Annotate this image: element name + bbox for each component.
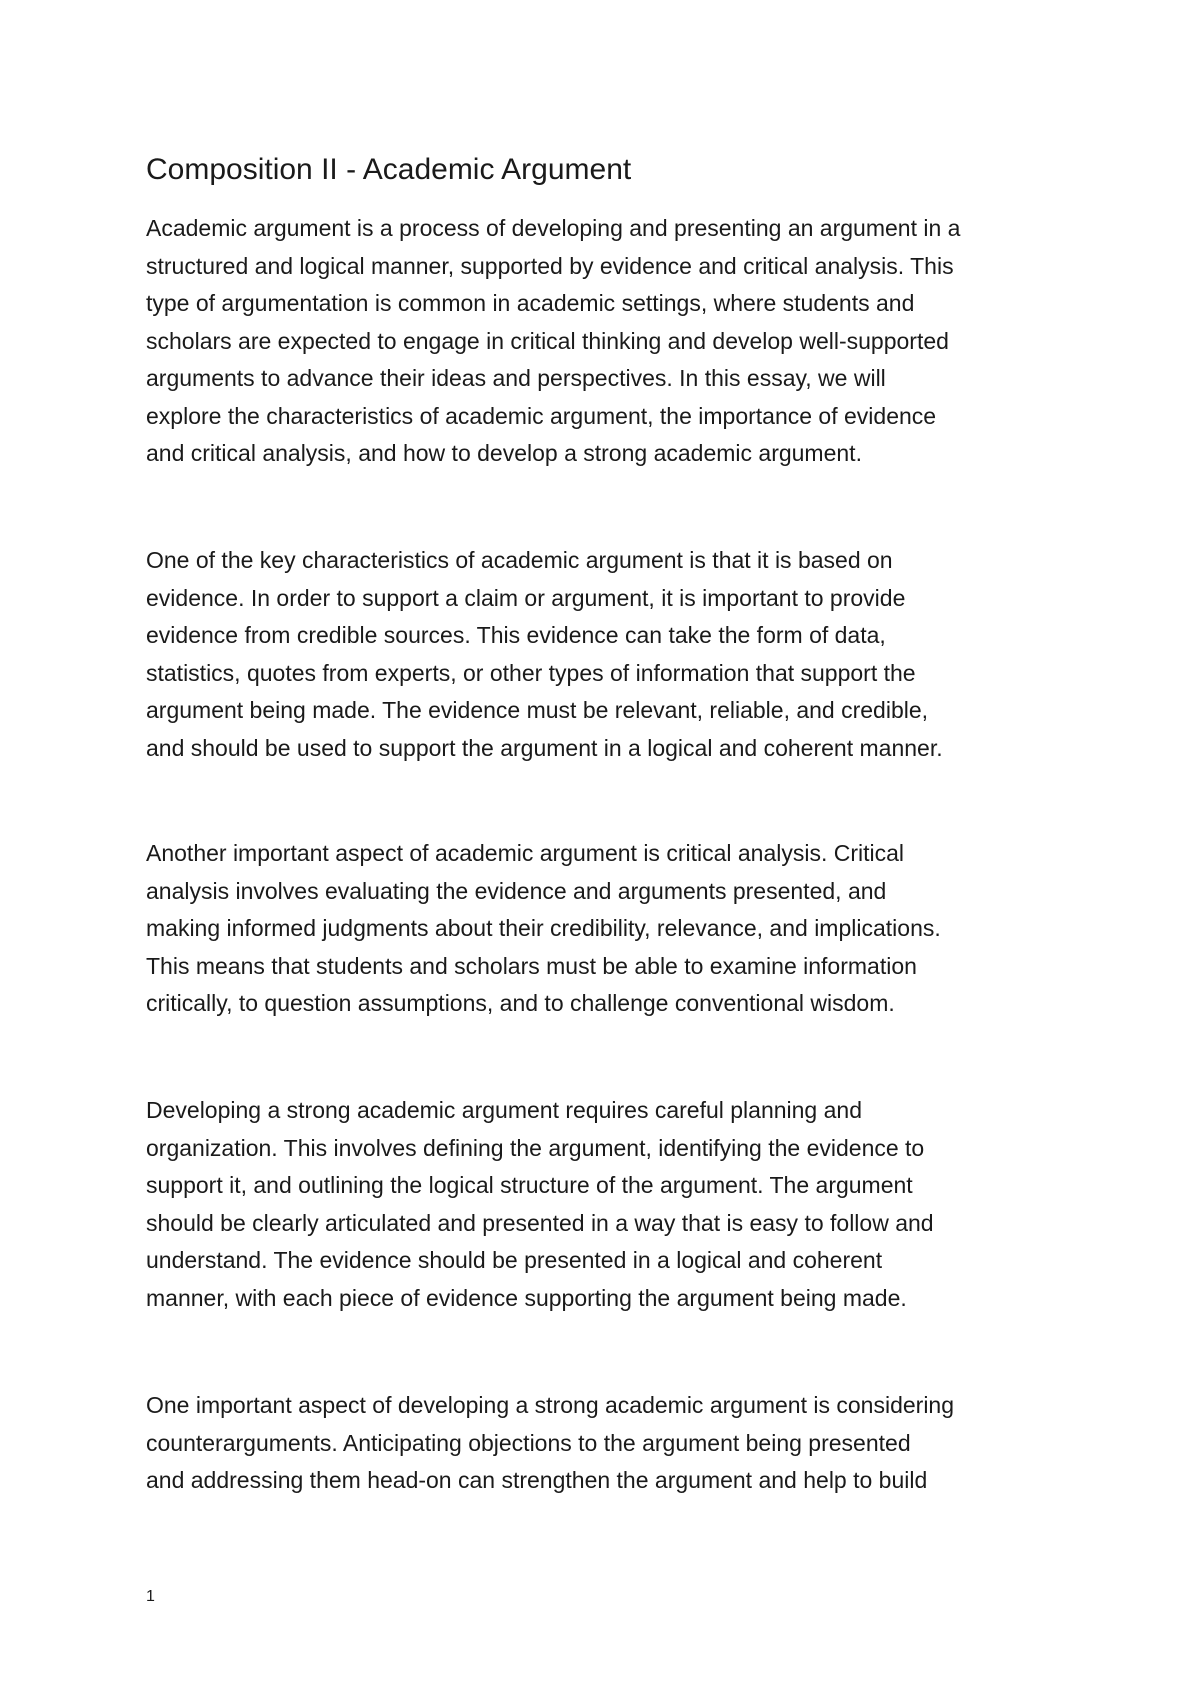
paragraph-3 [146, 835, 941, 1023]
text-line: evidence. In order to support a claim or argument, it is important to provide [146, 584, 906, 611]
paragraph-5 [146, 1387, 954, 1500]
text-line: argument being made. The evidence must be relevant, reliable, and credible, [146, 697, 929, 723]
text-line: scholars are expected to engage in critical thinking and develop well-supported [146, 327, 949, 354]
text-line: structured and logical manner, supported by evidence and critical analysis. This [146, 252, 954, 279]
text-line: and addressing them head-on can strengthen the argument and help to build [146, 1467, 928, 1493]
text-line: should be clearly articulated and presented in a way that is easy to follow and [146, 1209, 934, 1236]
text-line: and should be used to support the argument in a logical and coherent manner. [146, 734, 943, 761]
text-line: Academic argument is a process of developing and presenting an argument in a [146, 215, 961, 241]
text-line: organization. This involves defining the argument, identifying the evidence to [146, 1134, 925, 1161]
text-line: type of argumentation is common in academic settings, where students and [146, 290, 915, 316]
page-title: Composition II - Academic Argument [146, 153, 632, 186]
text-line: One of the key characteristics of academic argument is that it is based on [146, 547, 893, 573]
text-line: making informed judgments about their credibility, relevance, and implications. [146, 915, 941, 941]
paragraph-4 [146, 1092, 934, 1317]
text-line: critically, to question assumptions, and to challenge conventional wisdom. [146, 990, 895, 1016]
text-line: arguments to advance their ideas and perspectives. In this essay, we will [146, 365, 886, 391]
text-line: understand. The evidence should be presented in a logical and coherent [146, 1247, 883, 1273]
text-line: This means that students and scholars must be able to examine information [146, 952, 917, 979]
paragraph-2 [146, 542, 943, 767]
paragraph-1 [146, 210, 960, 473]
text-line: support it, and outlining the logical structure of the argument. The argument [146, 1172, 913, 1198]
text-line: and critical analysis, and how to develop a strong academic argument. [146, 440, 862, 466]
text-line: evidence from credible sources. This evidence can take the form of data, [146, 622, 886, 648]
text-line: One important aspect of developing a strong academic argument is considering [146, 1392, 955, 1418]
text-line: analysis involves evaluating the evidence and arguments presented, and [146, 877, 887, 904]
text-line: Developing a strong academic argument requires careful planning and [146, 1097, 862, 1123]
page-number: 1 [146, 1588, 155, 1605]
text-line: counterarguments. Anticipating objections to the argument being presented [146, 1429, 911, 1456]
text-line: explore the characteristics of academic argument, the importance of evidence [146, 402, 937, 429]
text-line: statistics, quotes from experts, or other types of information that support the [146, 659, 916, 686]
text-line: manner, with each piece of evidence supporting the argument being made. [146, 1284, 907, 1311]
text-line: Another important aspect of academic argument is critical analysis. Critical [146, 840, 905, 866]
